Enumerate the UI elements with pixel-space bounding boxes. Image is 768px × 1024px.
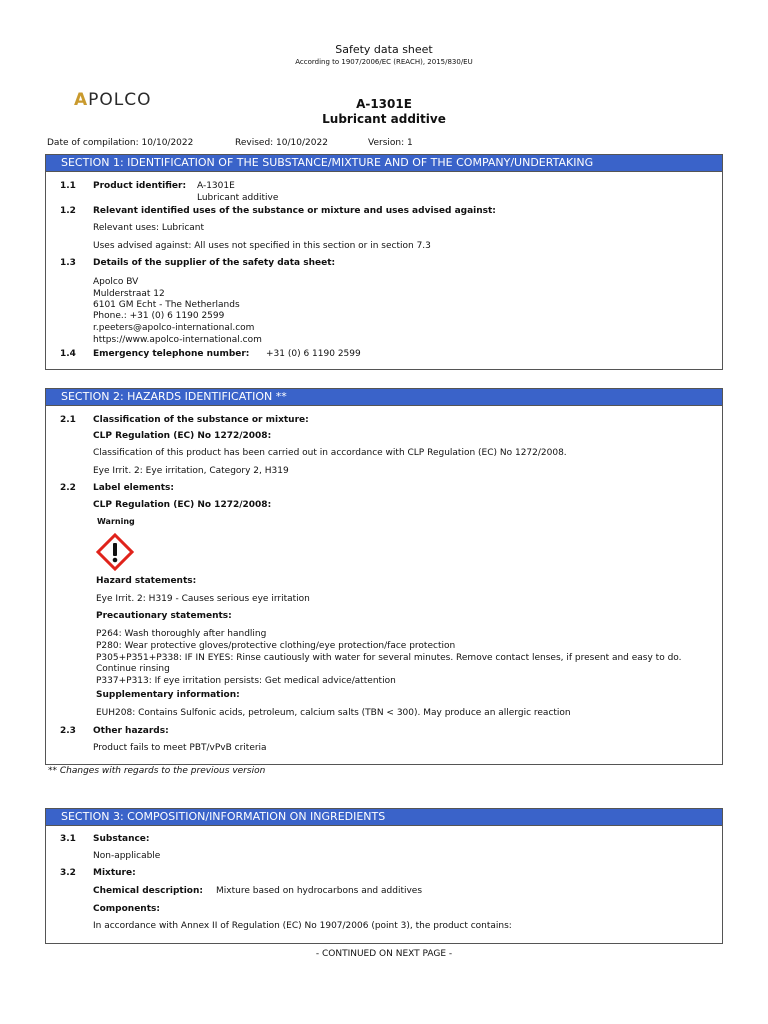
other-hazards-label: Other hazards: [93, 726, 169, 736]
supplier-website[interactable]: https://www.apolco-international.com [93, 335, 262, 345]
item-number: 3.1 [60, 834, 76, 844]
product-identifier-value2: Lubricant additive [197, 193, 279, 203]
clp-label-2: CLP Regulation (EC) No 1272/2008: [93, 500, 272, 510]
revised-date: Revised: 10/10/2022 [235, 138, 328, 148]
classification-text: Classification of this product has been carried out in accordance with CLP Regulation (EC) No 1272/2008. [93, 448, 567, 458]
precautionary-line: P264: Wash thoroughly after handling [96, 629, 267, 639]
components-label: Components: [93, 904, 160, 914]
mixture-label: Mixture: [93, 868, 136, 878]
item-number: 2.2 [60, 483, 76, 493]
item-number: 2.3 [60, 726, 76, 736]
company-logo: APOLCO [74, 90, 152, 110]
product-identifier-label: Product identifier: [93, 181, 187, 191]
product-code: A-1301E [356, 97, 412, 111]
section-1-title: SECTION 1: IDENTIFICATION OF THE SUBSTANCE/MIXTURE AND OF THE COMPANY/UNDERTAKING [46, 155, 722, 172]
chem-desc-label: Chemical description: [93, 886, 203, 896]
substance-value: Non-applicable [93, 851, 161, 861]
uses-label: Relevant identified uses of the substance or mixture and uses advised against: [93, 206, 496, 216]
item-number: 1.2 [60, 206, 76, 216]
classification-label: Classification of the substance or mixture: [93, 415, 309, 425]
label-elements: Label elements: [93, 483, 175, 493]
document-title: Safety data sheet [335, 43, 433, 56]
chem-desc-value: Mixture based on hydrocarbons and additives [216, 886, 423, 896]
item-number: 2.1 [60, 415, 76, 425]
supplementary-label: Supplementary information: [96, 690, 240, 700]
item-number: 1.3 [60, 258, 76, 268]
other-hazards-text: Product fails to meet PBT/vPvB criteria [93, 743, 267, 753]
precautionary-line: P280: Wear protective gloves/protective clothing/eye protection/face protection [96, 641, 456, 651]
document-subtitle: According to 1907/2006/EC (REACH), 2015/830/EU [295, 58, 473, 66]
continued-note: - CONTINUED ON NEXT PAGE - [315, 949, 453, 959]
substance-label: Substance: [93, 834, 150, 844]
uses-advised: Uses advised against: All uses not specified in this section or in section 7.3 [93, 241, 431, 251]
supplier-label: Details of the supplier of the safety data sheet: [93, 258, 336, 268]
section-2-title: SECTION 2: HAZARDS IDENTIFICATION ** [46, 389, 722, 406]
relevant-uses: Relevant uses: Lubricant [93, 223, 205, 233]
signal-word: Warning [97, 517, 135, 526]
exclamation-hazard-icon [96, 533, 134, 571]
emergency-phone: +31 (0) 6 1190 2599 [266, 349, 361, 359]
precautionary-line: P337+P313: If eye irritation persists: Get medical advice/attention [96, 676, 396, 686]
supplier-line: Phone.: +31 (0) 6 1190 2599 [93, 311, 225, 321]
version: Version: 1 [368, 138, 413, 148]
product-name: Lubricant additive [322, 112, 446, 126]
precautionary-label: Precautionary statements: [96, 611, 232, 621]
clp-label: CLP Regulation (EC) No 1272/2008: [93, 431, 272, 441]
supplier-email[interactable]: r.peeters@apolco-international.com [93, 323, 255, 333]
item-number: 1.4 [60, 349, 76, 359]
compilation-date: Date of compilation: 10/10/2022 [47, 138, 194, 148]
emergency-label: Emergency telephone number: [93, 349, 250, 359]
supplier-line: Mulderstraat 12 [93, 289, 165, 299]
components-text: In accordance with Annex II of Regulation (EC) No 1907/2006 (point 3), the product contains: [93, 921, 512, 931]
item-number: 1.1 [60, 181, 76, 191]
product-identifier-value: A-1301E [197, 181, 235, 191]
precautionary-line: P305+P351+P338: IF IN EYES: Rinse cautiously with water for several minutes. Remove contact lenses, if present and easy to do. [96, 653, 682, 663]
changes-footnote: ** Changes with regards to the previous version [48, 766, 266, 776]
supplementary-text: EUH208: Contains Sulfonic acids, petroleum, calcium salts (TBN < 300). May produce an allergic reaction [96, 708, 571, 718]
item-number: 3.2 [60, 868, 76, 878]
hazard-statements-label: Hazard statements: [96, 576, 197, 586]
logo-text: POLCO [88, 90, 152, 110]
supplier-line: Apolco BV [93, 277, 139, 287]
section-3-title: SECTION 3: COMPOSITION/INFORMATION ON INGREDIENTS [46, 809, 722, 826]
hazard-statement: Eye Irrit. 2: H319 - Causes serious eye irritation [96, 594, 310, 604]
precautionary-line: Continue rinsing [96, 664, 170, 674]
supplier-line: 6101 GM Echt - The Netherlands [93, 300, 240, 310]
eye-irritation: Eye Irrit. 2: Eye irritation, Category 2, H319 [93, 466, 289, 476]
